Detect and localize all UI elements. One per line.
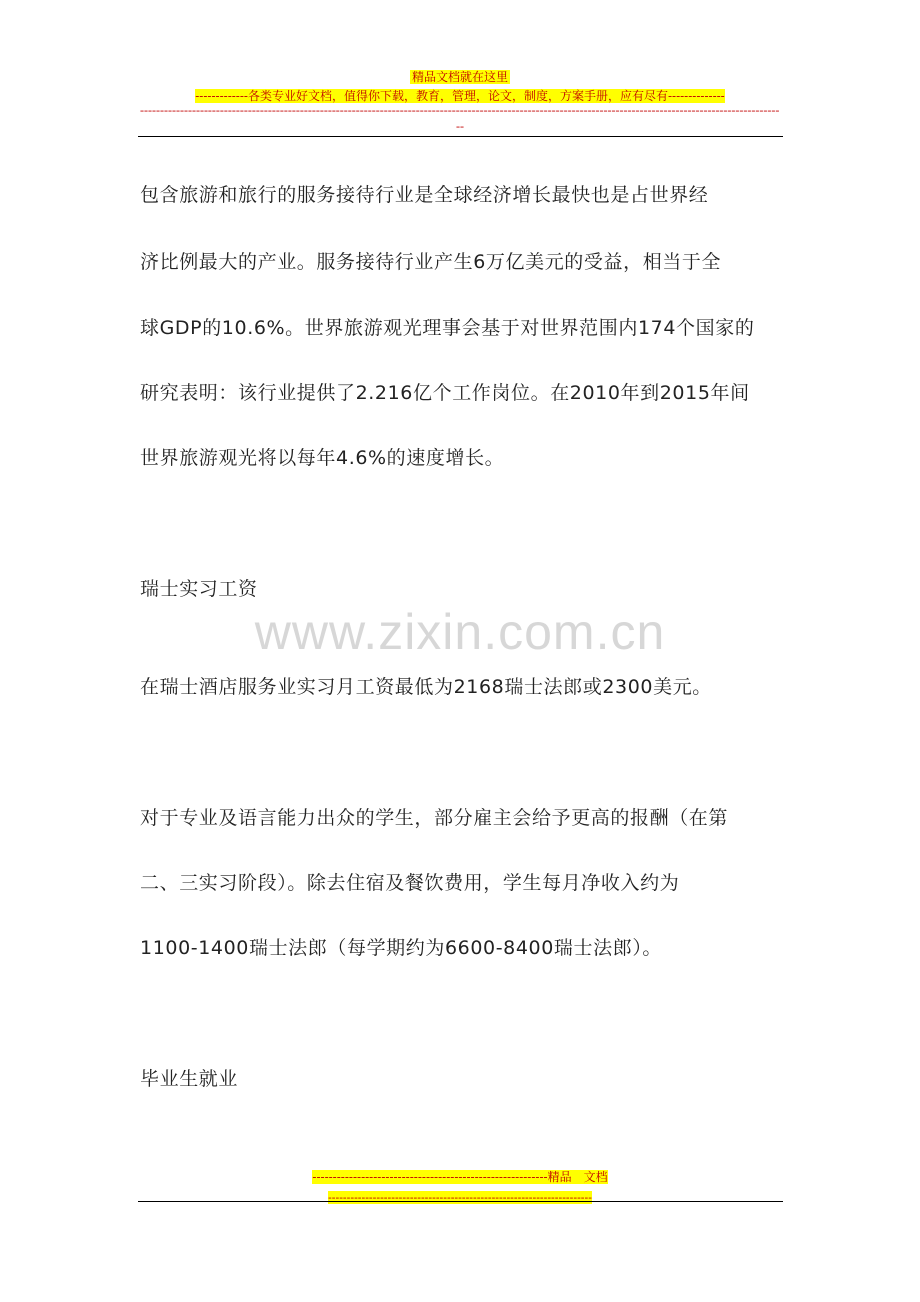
paragraph-line: 济比例最大的产业。服务接待行业产生6万亿美元的受益，相当于全 <box>140 251 722 273</box>
paragraph-line: 包含旅游和旅行的服务接待行业是全球经济增长最快也是占世界经 <box>140 184 709 206</box>
header-slogan <box>0 85 920 104</box>
paragraph-line: 球GDP的10.6%。世界旅游观光理事会基于对世界范围内174个国家的 <box>140 317 755 339</box>
footer-line <box>0 1166 920 1185</box>
paragraph-line: 世界旅游观光将以每年4.6%的速度增长。 <box>140 447 505 469</box>
watermark: www.zixin.com.cn <box>254 604 666 660</box>
outstanding-line: 1100-1400瑞士法郎（每学期约为6600-8400瑞士法郎）。 <box>140 937 663 959</box>
salary-line: 在瑞士酒店服务业实习月工资最低为2168瑞士法郎或2300美元。 <box>140 676 712 698</box>
header-slogan-text: -------------各类专业好文档，值得你下载，教育，管理，论文，制度，方案手册，应有尽有-------------- <box>195 89 725 103</box>
footer-divider <box>138 1201 783 1202</box>
header-title <box>0 66 920 85</box>
header-divider <box>138 136 783 137</box>
outstanding-line: 二、三实习阶段）。除去住宿及餐饮费用，学生每月净收入约为 <box>140 872 680 894</box>
heading-employment: 毕业生就业 <box>140 1068 239 1090</box>
heading-salary: 瑞士实习工资 <box>140 578 258 600</box>
outstanding-line: 对于专业及语言能力出众的学生，部分雇主会给予更高的报酬（在第 <box>140 807 729 829</box>
footer-dash-text: ----------------------------------------------------------------------- <box>328 1191 592 1204</box>
header-dash-line: ---------------------------------------------------------------------------------------------------------------------------------------------------------------- <box>140 103 780 117</box>
header-dash-tail: -- <box>456 119 464 133</box>
paragraph-line: 研究表明：该行业提供了2.216亿个工作岗位。在2010年到2015年间 <box>140 382 750 404</box>
header-title-text: 精品文档就在这里 <box>411 70 508 84</box>
footer-line-text: ----------------------------------------------------------精品 文档 <box>312 1170 608 1184</box>
footer-dash-line <box>0 1186 920 1205</box>
